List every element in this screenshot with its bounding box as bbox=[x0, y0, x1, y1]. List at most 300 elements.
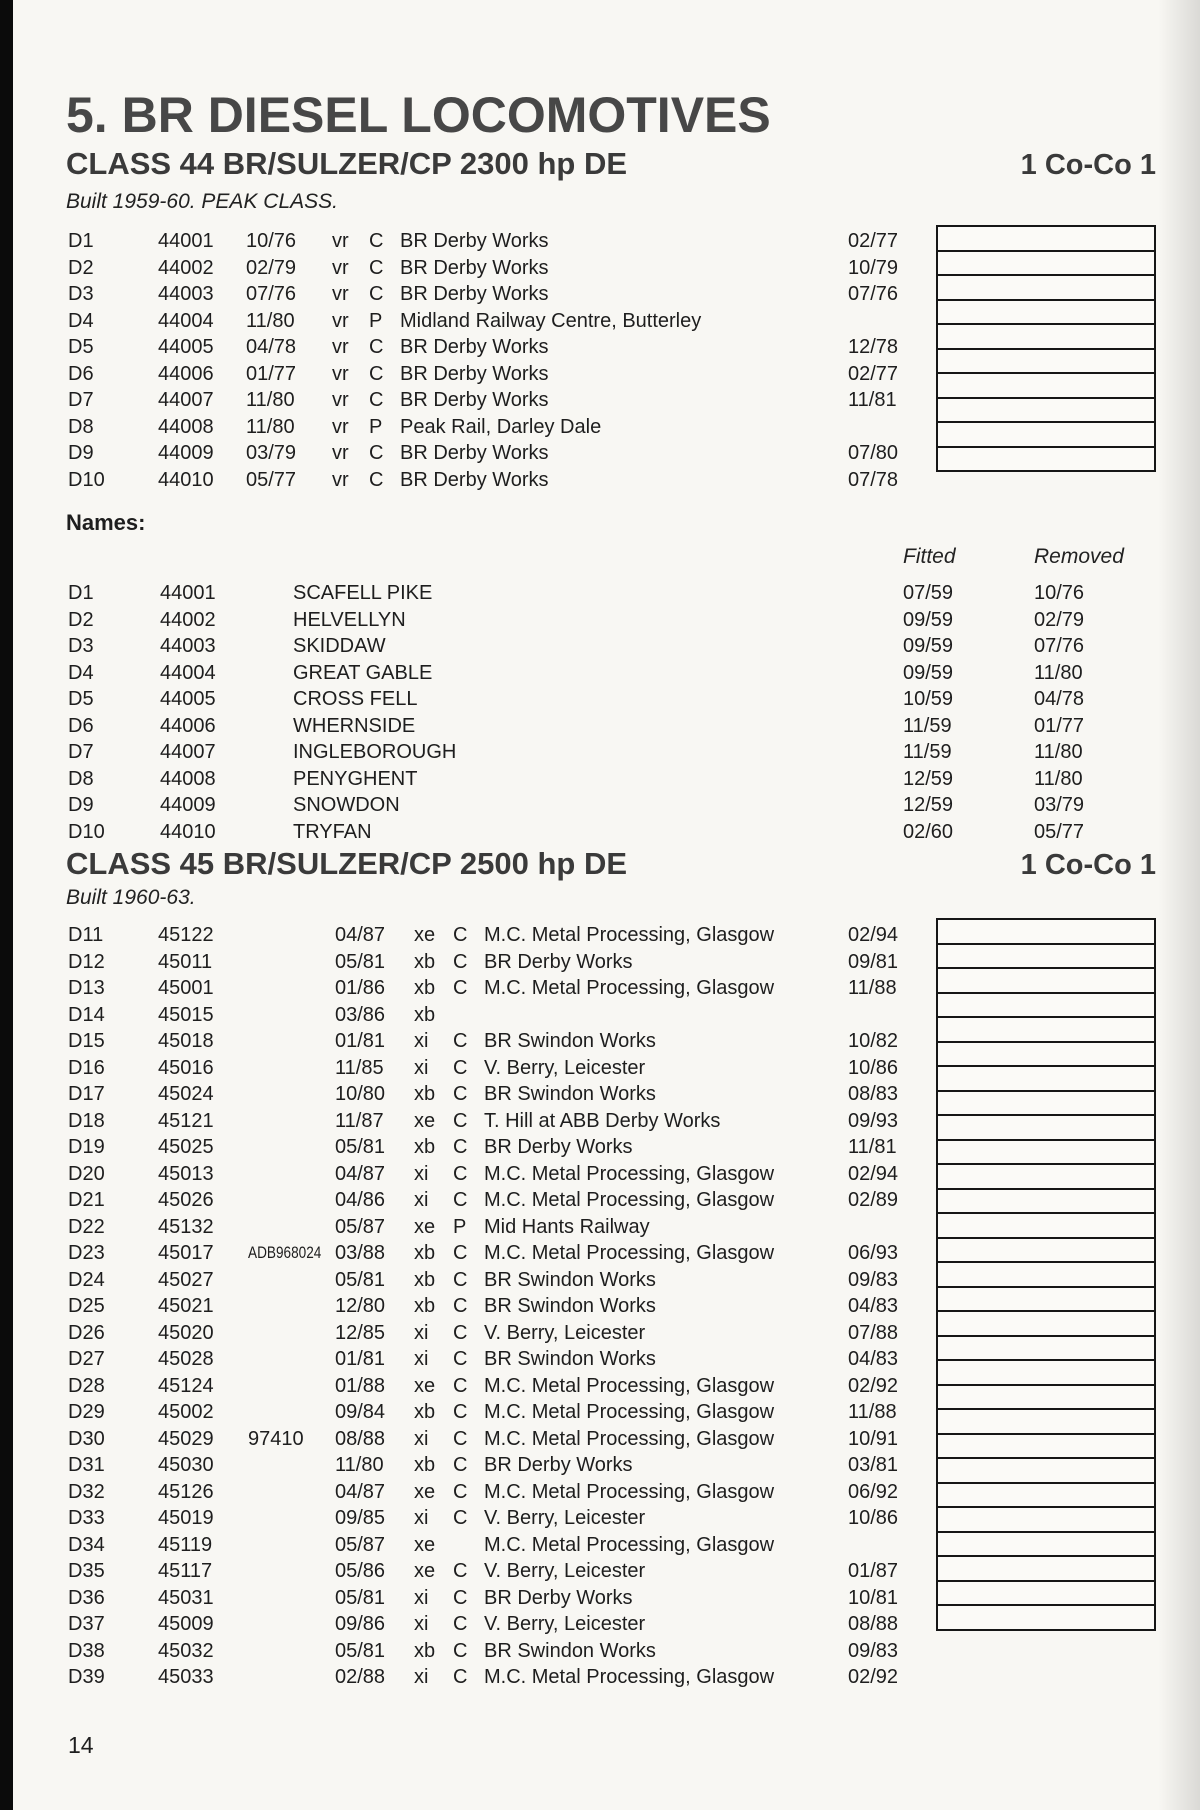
condition-code: vr bbox=[332, 256, 349, 279]
nameplate-fitted-date: 09/59 bbox=[903, 635, 954, 657]
withdrawal-date: 11/80 bbox=[246, 415, 295, 438]
class44-tick-box-column bbox=[936, 225, 1156, 472]
status-code: C bbox=[453, 1268, 468, 1291]
loco-tops-number: 45132 bbox=[158, 1215, 214, 1238]
loco-original-number: D3 bbox=[68, 283, 94, 305]
disposal-location: BR Swindon Works bbox=[484, 1083, 656, 1105]
loco-original-number: D30 bbox=[68, 1427, 105, 1450]
loco-original-number: D28 bbox=[68, 1374, 105, 1397]
disposal-location: BR Derby Works bbox=[400, 362, 549, 385]
loco-original-number: D36 bbox=[68, 1586, 105, 1609]
sighting-tick-box bbox=[936, 1188, 1156, 1215]
loco-tops-number: 45001 bbox=[158, 977, 214, 999]
loco-original-number: D20 bbox=[68, 1162, 105, 1185]
loco-tops-number: 45030 bbox=[158, 1454, 214, 1476]
loco-tops-number: 45021 bbox=[158, 1295, 214, 1317]
condition-code: xi bbox=[414, 1189, 429, 1211]
status-code: P bbox=[369, 415, 383, 438]
condition-code: xb bbox=[414, 1268, 436, 1291]
status-code: C bbox=[369, 442, 384, 464]
scrap-date: 10/81 bbox=[848, 1586, 899, 1609]
loco-tops-number: 44009 bbox=[158, 442, 214, 464]
loco-tops-number: 45020 bbox=[158, 1321, 214, 1344]
disposal-location: Peak Rail, Darley Dale bbox=[400, 415, 602, 438]
withdrawal-date: 05/81 bbox=[335, 1639, 386, 1662]
sighting-tick-box bbox=[936, 1457, 1156, 1484]
condition-code: xi bbox=[414, 1507, 429, 1529]
status-code: C bbox=[453, 1056, 468, 1079]
sighting-tick-box bbox=[936, 918, 1156, 945]
withdrawal-date: 10/76 bbox=[246, 230, 297, 252]
condition-code: xb bbox=[414, 1242, 436, 1264]
name-row bbox=[0, 580, 1200, 607]
status-code: C bbox=[369, 468, 384, 491]
scrap-date: 06/92 bbox=[848, 1480, 899, 1503]
status-code: C bbox=[369, 283, 384, 305]
scrap-date: 08/83 bbox=[848, 1083, 899, 1105]
sighting-tick-box bbox=[936, 1359, 1156, 1386]
condition-code: vr bbox=[332, 309, 349, 332]
class44-wheel-arrangement: 1 Co-Co 1 bbox=[1020, 149, 1156, 181]
loco-original-number: D6 bbox=[68, 714, 94, 737]
nameplate-removed-date: 07/76 bbox=[1034, 635, 1085, 657]
names-table bbox=[0, 580, 1200, 845]
sighting-tick-box bbox=[936, 397, 1156, 424]
condition-code: xe bbox=[414, 1374, 436, 1397]
sighting-tick-box bbox=[936, 1506, 1156, 1533]
loco-original-number: D21 bbox=[68, 1189, 105, 1211]
loco-tops-number: 44001 bbox=[158, 230, 214, 252]
sighting-tick-box bbox=[936, 1604, 1156, 1631]
loco-tops-number: 45032 bbox=[158, 1639, 214, 1662]
scrap-date: 09/83 bbox=[848, 1268, 899, 1291]
withdrawal-date: 01/88 bbox=[335, 1374, 386, 1397]
loco-name: SKIDDAW bbox=[293, 635, 386, 657]
page-title: 5. BR DIESEL LOCOMOTIVES bbox=[66, 87, 771, 143]
sighting-tick-box bbox=[936, 1580, 1156, 1607]
condition-code: xb bbox=[414, 950, 436, 973]
condition-code: vr bbox=[332, 230, 349, 252]
loco-tops-number: 44010 bbox=[160, 820, 216, 843]
status-code: C bbox=[453, 1242, 468, 1264]
condition-code: xi bbox=[414, 1321, 429, 1344]
status-code: C bbox=[369, 230, 384, 252]
loco-tops-number: 45009 bbox=[158, 1613, 214, 1635]
withdrawal-date: 11/80 bbox=[246, 309, 295, 332]
disposal-location: BR Derby Works bbox=[400, 256, 549, 279]
condition-code: xi bbox=[414, 1056, 429, 1079]
sighting-tick-box bbox=[936, 1163, 1156, 1190]
loco-name: GREAT GABLE bbox=[293, 661, 433, 684]
sighting-tick-box bbox=[936, 299, 1156, 326]
loco-tops-number: 45019 bbox=[158, 1507, 214, 1529]
loco-original-number: D22 bbox=[68, 1215, 105, 1238]
scrap-date: 10/91 bbox=[848, 1427, 899, 1450]
disposal-location: M.C. Metal Processing, Glasgow bbox=[484, 1189, 775, 1211]
nameplate-removed-date: 03/79 bbox=[1034, 794, 1085, 816]
status-code: P bbox=[453, 1215, 467, 1238]
condition-code: xb bbox=[414, 977, 436, 999]
loco-original-number: D32 bbox=[68, 1480, 105, 1503]
withdrawal-date: 01/86 bbox=[335, 977, 386, 999]
removed-column-header: Removed bbox=[1034, 545, 1124, 568]
disposal-location: V. Berry, Leicester bbox=[484, 1321, 646, 1344]
sighting-tick-box bbox=[936, 1041, 1156, 1068]
loco-name: WHERNSIDE bbox=[293, 714, 416, 737]
withdrawal-date: 02/79 bbox=[246, 256, 297, 279]
loco-tops-number: 45015 bbox=[158, 1003, 214, 1026]
loco-original-number: D13 bbox=[68, 977, 105, 999]
disposal-location: M.C. Metal Processing, Glasgow bbox=[484, 1162, 775, 1185]
loco-tops-number: 44001 bbox=[160, 582, 216, 604]
withdrawal-date: 03/86 bbox=[335, 1003, 386, 1026]
status-code: C bbox=[453, 1401, 468, 1423]
status-code: C bbox=[453, 1613, 468, 1635]
disposal-location: Mid Hants Railway bbox=[484, 1215, 650, 1238]
nameplate-removed-date: 01/77 bbox=[1034, 714, 1085, 737]
withdrawal-date: 04/87 bbox=[335, 1480, 386, 1503]
withdrawal-date: 11/80 bbox=[335, 1454, 384, 1476]
nameplate-fitted-date: 09/59 bbox=[903, 608, 954, 631]
class44-header bbox=[66, 146, 1156, 182]
name-row bbox=[0, 660, 1200, 687]
sighting-tick-box bbox=[936, 1090, 1156, 1117]
loco-original-number: D5 bbox=[68, 688, 94, 710]
withdrawal-date: 08/88 bbox=[335, 1427, 386, 1450]
withdrawal-date: 01/77 bbox=[246, 362, 297, 385]
loco-original-number: D26 bbox=[68, 1321, 105, 1344]
loco-original-number: D3 bbox=[68, 635, 94, 657]
disposal-location: BR Swindon Works bbox=[484, 1268, 656, 1291]
loco-tops-number: 45011 bbox=[158, 950, 213, 973]
loco-tops-number: 45025 bbox=[158, 1136, 214, 1158]
condition-code: xi bbox=[414, 1586, 429, 1609]
status-code: C bbox=[453, 1030, 468, 1052]
loco-original-number: D4 bbox=[68, 309, 94, 332]
loco-original-number: D11 bbox=[68, 924, 104, 946]
loco-original-number: D1 bbox=[68, 230, 94, 252]
disposal-location: BR Swindon Works bbox=[484, 1295, 656, 1317]
scrap-date: 02/92 bbox=[848, 1374, 899, 1397]
sighting-tick-box bbox=[936, 1531, 1156, 1558]
scrap-date: 11/81 bbox=[848, 1136, 897, 1158]
withdrawal-date: 05/77 bbox=[246, 468, 297, 491]
loco-tops-number: 45031 bbox=[158, 1586, 214, 1609]
loco-row bbox=[0, 1638, 1200, 1665]
scrap-date: 10/82 bbox=[848, 1030, 899, 1052]
name-row bbox=[0, 686, 1200, 713]
nameplate-removed-date: 10/76 bbox=[1034, 582, 1085, 604]
withdrawal-date: 11/80 bbox=[246, 389, 295, 411]
scrap-date: 10/86 bbox=[848, 1056, 899, 1079]
loco-tops-number: 44007 bbox=[158, 389, 214, 411]
disposal-location: BR Swindon Works bbox=[484, 1348, 656, 1370]
disposal-location: M.C. Metal Processing, Glasgow bbox=[484, 1666, 775, 1688]
scrap-date: 09/81 bbox=[848, 950, 899, 973]
class45-wheel-arrangement: 1 Co-Co 1 bbox=[1020, 849, 1156, 881]
loco-original-number: D23 bbox=[68, 1242, 105, 1264]
loco-tops-number: 45028 bbox=[158, 1348, 214, 1370]
loco-tops-number: 45122 bbox=[158, 924, 214, 946]
scrap-date: 04/83 bbox=[848, 1348, 899, 1370]
scrap-date: 03/81 bbox=[848, 1454, 899, 1476]
nameplate-fitted-date: 10/59 bbox=[903, 688, 954, 710]
loco-tops-number: 45018 bbox=[158, 1030, 214, 1052]
loco-original-number: D35 bbox=[68, 1560, 105, 1582]
scrap-date: 11/88 bbox=[848, 1401, 897, 1423]
disposal-location: V. Berry, Leicester bbox=[484, 1056, 646, 1079]
class44-heading: CLASS 44 BR/SULZER/CP 2300 hp DE bbox=[66, 146, 628, 181]
loco-secondary-number: 97410 bbox=[248, 1427, 304, 1450]
scrap-date: 07/76 bbox=[848, 283, 899, 305]
sighting-tick-box bbox=[936, 1114, 1156, 1141]
loco-tops-number: 45024 bbox=[158, 1083, 214, 1105]
sighting-tick-box bbox=[936, 1433, 1156, 1460]
disposal-location: T. Hill at ABB Derby Works bbox=[484, 1109, 721, 1132]
loco-original-number: D7 bbox=[68, 741, 94, 763]
loco-original-number: D2 bbox=[68, 256, 94, 279]
sighting-tick-box bbox=[936, 1335, 1156, 1362]
loco-original-number: D10 bbox=[68, 820, 105, 843]
condition-code: vr bbox=[332, 336, 349, 358]
withdrawal-date: 05/81 bbox=[335, 1268, 386, 1291]
status-code: C bbox=[453, 1109, 468, 1132]
sighting-tick-box bbox=[936, 992, 1156, 1019]
nameplate-fitted-date: 09/59 bbox=[903, 661, 954, 684]
condition-code: vr bbox=[332, 362, 349, 385]
loco-name: SCAFELL PIKE bbox=[293, 582, 433, 604]
nameplate-fitted-date: 12/59 bbox=[903, 767, 954, 790]
loco-original-number: D31 bbox=[68, 1454, 105, 1476]
withdrawal-date: 09/85 bbox=[335, 1507, 386, 1529]
loco-original-number: D27 bbox=[68, 1348, 105, 1370]
sighting-tick-box bbox=[936, 372, 1156, 399]
status-code: C bbox=[453, 977, 468, 999]
status-code: C bbox=[369, 256, 384, 279]
condition-code: vr bbox=[332, 415, 349, 438]
loco-tops-number: 44005 bbox=[160, 688, 216, 710]
loco-tops-number: 45117 bbox=[158, 1560, 213, 1582]
name-row bbox=[0, 713, 1200, 740]
disposal-location: BR Derby Works bbox=[400, 230, 549, 252]
withdrawal-date: 05/81 bbox=[335, 950, 386, 973]
disposal-location: BR Swindon Works bbox=[484, 1030, 656, 1052]
loco-original-number: D39 bbox=[68, 1666, 105, 1688]
scrap-date: 06/93 bbox=[848, 1242, 899, 1264]
loco-tops-number: 44010 bbox=[158, 468, 214, 491]
loco-tops-number: 45119 bbox=[158, 1533, 213, 1556]
loco-original-number: D1 bbox=[68, 582, 94, 604]
condition-code: xb bbox=[414, 1401, 436, 1423]
scrap-date: 07/78 bbox=[848, 468, 899, 491]
loco-original-number: D17 bbox=[68, 1083, 105, 1105]
loco-tops-number: 44003 bbox=[158, 283, 214, 305]
scrap-date: 02/77 bbox=[848, 362, 899, 385]
nameplate-fitted-date: 07/59 bbox=[903, 582, 954, 604]
status-code: C bbox=[453, 1666, 468, 1688]
loco-tops-number: 44007 bbox=[160, 741, 216, 763]
status-code: C bbox=[369, 362, 384, 385]
loco-original-number: D8 bbox=[68, 767, 94, 790]
loco-tops-number: 44002 bbox=[158, 256, 214, 279]
condition-code: xb bbox=[414, 1639, 436, 1662]
loco-original-number: D19 bbox=[68, 1136, 105, 1158]
withdrawal-date: 05/81 bbox=[335, 1136, 386, 1158]
loco-tops-number: 44008 bbox=[160, 767, 216, 790]
sighting-tick-box bbox=[936, 1408, 1156, 1435]
disposal-location: Midland Railway Centre, Butterley bbox=[400, 309, 702, 332]
sighting-tick-box bbox=[936, 1261, 1156, 1288]
condition-code: xi bbox=[414, 1348, 429, 1370]
loco-secondary-number: ADB968024 bbox=[248, 1243, 322, 1262]
condition-code: xb bbox=[414, 1295, 436, 1317]
sighting-tick-box bbox=[936, 1555, 1156, 1582]
status-code: C bbox=[453, 1427, 468, 1450]
class44-table bbox=[0, 228, 1200, 493]
scrap-date: 01/87 bbox=[848, 1560, 899, 1582]
status-code: C bbox=[453, 950, 468, 973]
withdrawal-date: 01/81 bbox=[335, 1030, 386, 1052]
loco-original-number: D25 bbox=[68, 1295, 105, 1317]
status-code: C bbox=[453, 1321, 468, 1344]
nameplate-fitted-date: 02/60 bbox=[903, 820, 954, 843]
loco-name: TRYFAN bbox=[293, 820, 372, 843]
loco-tops-number: 44006 bbox=[160, 714, 216, 737]
withdrawal-date: 01/81 bbox=[335, 1348, 386, 1370]
status-code: C bbox=[453, 1162, 468, 1185]
loco-tops-number: 45029 bbox=[158, 1427, 214, 1450]
disposal-location: BR Derby Works bbox=[400, 442, 549, 464]
loco-tops-number: 45013 bbox=[158, 1162, 214, 1185]
condition-code: xb bbox=[414, 1136, 436, 1158]
loco-original-number: D7 bbox=[68, 389, 94, 411]
loco-tops-number: 44004 bbox=[158, 309, 214, 332]
withdrawal-date: 09/86 bbox=[335, 1613, 386, 1635]
class45-built-note: Built 1960-63. bbox=[66, 886, 196, 909]
disposal-location: BR Derby Works bbox=[400, 468, 549, 491]
loco-tops-number: 44008 bbox=[158, 415, 214, 438]
loco-tops-number: 44006 bbox=[158, 362, 214, 385]
status-code: C bbox=[453, 1560, 468, 1582]
loco-tops-number: 45026 bbox=[158, 1189, 214, 1211]
withdrawal-date: 05/87 bbox=[335, 1533, 386, 1556]
disposal-location: M.C. Metal Processing, Glasgow bbox=[484, 1401, 775, 1423]
name-row bbox=[0, 607, 1200, 634]
scrap-date: 07/88 bbox=[848, 1321, 899, 1344]
loco-tops-number: 45124 bbox=[158, 1374, 214, 1397]
nameplate-fitted-date: 12/59 bbox=[903, 794, 954, 816]
class45-header bbox=[66, 846, 1156, 882]
nameplate-removed-date: 11/80 bbox=[1034, 741, 1083, 763]
condition-code: xe bbox=[414, 1109, 436, 1132]
disposal-location: M.C. Metal Processing, Glasgow bbox=[484, 1427, 775, 1450]
sighting-tick-box bbox=[936, 1384, 1156, 1411]
name-row bbox=[0, 739, 1200, 766]
scrap-date: 12/78 bbox=[848, 336, 899, 358]
disposal-location: BR Derby Works bbox=[484, 1586, 633, 1609]
loco-tops-number: 44003 bbox=[160, 635, 216, 657]
condition-code: xi bbox=[414, 1162, 429, 1185]
sighting-tick-box bbox=[936, 967, 1156, 994]
disposal-location: M.C. Metal Processing, Glasgow bbox=[484, 977, 775, 999]
loco-tops-number: 45033 bbox=[158, 1666, 214, 1688]
scrap-date: 02/89 bbox=[848, 1189, 899, 1211]
sighting-tick-box bbox=[936, 1139, 1156, 1166]
disposal-location: BR Derby Works bbox=[484, 1136, 633, 1158]
status-code: C bbox=[369, 336, 384, 358]
class44-built-note: Built 1959-60. PEAK CLASS. bbox=[66, 190, 338, 213]
loco-tops-number: 45016 bbox=[158, 1056, 214, 1079]
disposal-location: M.C. Metal Processing, Glasgow bbox=[484, 1374, 775, 1397]
status-code: P bbox=[369, 309, 383, 332]
loco-original-number: D8 bbox=[68, 415, 94, 438]
condition-code: vr bbox=[332, 389, 349, 411]
condition-code: vr bbox=[332, 468, 349, 491]
scrap-date: 08/88 bbox=[848, 1613, 899, 1635]
scrap-date: 11/88 bbox=[848, 977, 897, 999]
loco-original-number: D24 bbox=[68, 1268, 105, 1291]
class45-heading: CLASS 45 BR/SULZER/CP 2500 hp DE bbox=[66, 846, 628, 881]
disposal-location: BR Derby Works bbox=[400, 336, 549, 358]
nameplate-removed-date: 11/80 bbox=[1034, 767, 1083, 790]
withdrawal-date: 04/87 bbox=[335, 1162, 386, 1185]
loco-name: SNOWDON bbox=[293, 794, 400, 816]
scrap-date: 11/81 bbox=[848, 389, 897, 411]
withdrawal-date: 04/87 bbox=[335, 924, 386, 946]
withdrawal-date: 02/88 bbox=[335, 1666, 386, 1688]
disposal-location: BR Derby Works bbox=[400, 283, 549, 305]
sighting-tick-box bbox=[936, 225, 1156, 252]
status-code: C bbox=[453, 1295, 468, 1317]
nameplate-removed-date: 05/77 bbox=[1034, 820, 1085, 843]
sighting-tick-box bbox=[936, 250, 1156, 277]
scrap-date: 10/79 bbox=[848, 256, 899, 279]
loco-original-number: D33 bbox=[68, 1507, 105, 1529]
disposal-location: V. Berry, Leicester bbox=[484, 1507, 646, 1529]
condition-code: xe bbox=[414, 1560, 436, 1582]
disposal-location: BR Derby Works bbox=[484, 950, 633, 973]
nameplate-fitted-date: 11/59 bbox=[903, 741, 952, 763]
disposal-location: V. Berry, Leicester bbox=[484, 1560, 646, 1582]
status-code: C bbox=[453, 924, 468, 946]
condition-code: xb bbox=[414, 1003, 436, 1026]
condition-code: xi bbox=[414, 1427, 429, 1450]
names-column-headers bbox=[0, 545, 1200, 571]
sighting-tick-box bbox=[936, 1237, 1156, 1264]
loco-tops-number: 44009 bbox=[160, 794, 216, 816]
name-row bbox=[0, 766, 1200, 793]
loco-original-number: D6 bbox=[68, 362, 94, 385]
class45-tick-box-column bbox=[936, 918, 1156, 1631]
status-code: C bbox=[453, 1083, 468, 1105]
scrap-date: 04/83 bbox=[848, 1295, 899, 1317]
sighting-tick-box bbox=[936, 421, 1156, 448]
withdrawal-date: 12/80 bbox=[335, 1295, 386, 1317]
withdrawal-date: 04/86 bbox=[335, 1189, 386, 1211]
disposal-location: M.C. Metal Processing, Glasgow bbox=[484, 1242, 775, 1264]
sighting-tick-box bbox=[936, 1310, 1156, 1337]
name-row bbox=[0, 792, 1200, 819]
sighting-tick-box bbox=[936, 323, 1156, 350]
loco-row bbox=[0, 1664, 1200, 1691]
loco-tops-number: 45002 bbox=[158, 1401, 214, 1423]
loco-name: PENYGHENT bbox=[293, 767, 418, 790]
disposal-location: BR Derby Works bbox=[400, 389, 549, 411]
name-row bbox=[0, 819, 1200, 846]
loco-original-number: D29 bbox=[68, 1401, 105, 1423]
withdrawal-date: 05/86 bbox=[335, 1560, 386, 1582]
loco-original-number: D34 bbox=[68, 1533, 105, 1556]
